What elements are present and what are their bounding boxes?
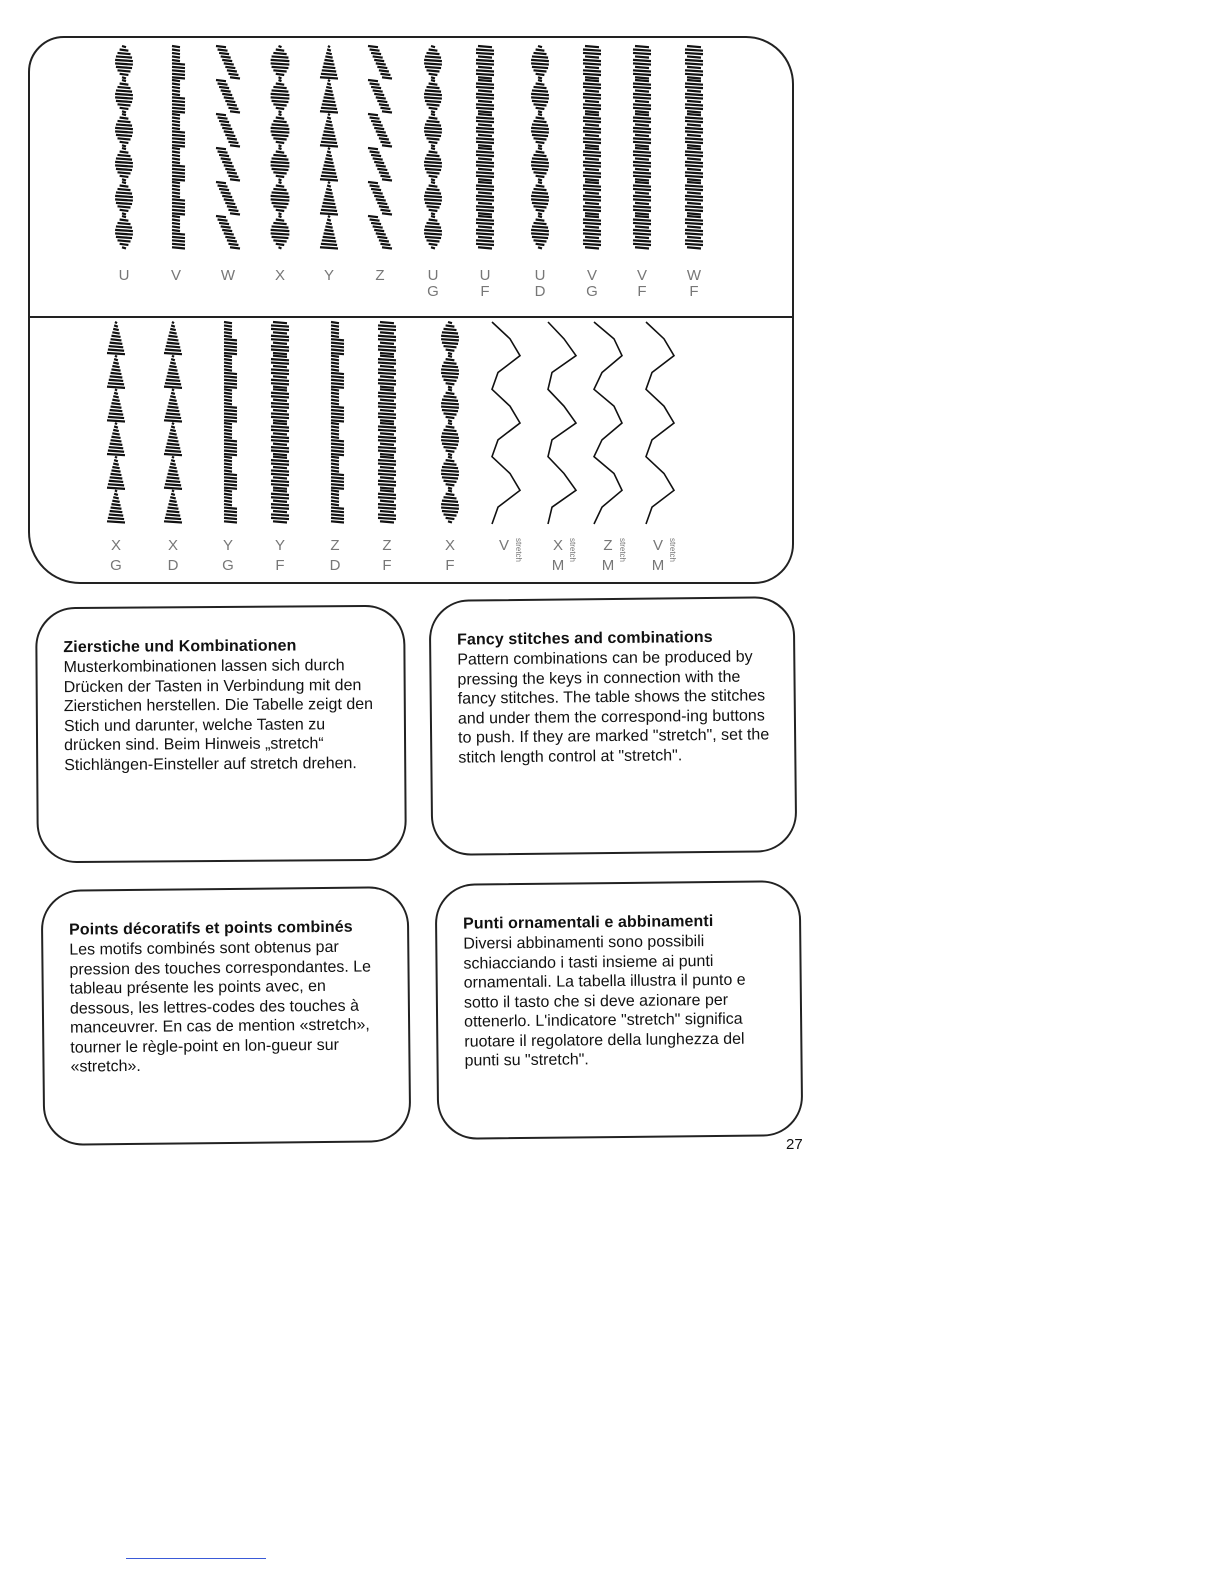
top-stitch-2 bbox=[172, 46, 185, 248]
section-french-body: Les motifs combinés sont obtenus par pression des touches correspondantes. Le tableau présente les points avec, en dessous, les lettres-codes des touches à manceuvrer. En cas de mention «stretch», tourner le règle-point en lon-gueur sur «stretch». bbox=[69, 938, 372, 1076]
bottom-key-code: F bbox=[275, 557, 285, 574]
bottom-key-code: X bbox=[167, 537, 179, 554]
top-key-code: U bbox=[534, 267, 546, 284]
top-stitch-9 bbox=[531, 46, 549, 248]
bottom-stitch-7 bbox=[441, 322, 459, 523]
top-stitch-1 bbox=[115, 46, 133, 248]
bottom-key-code: X bbox=[552, 537, 564, 554]
bottom-key-code: Y bbox=[222, 537, 234, 554]
stretch-label: stretch bbox=[514, 538, 523, 563]
bottom-key-code: M bbox=[601, 557, 615, 574]
section-german-title: Zierstiche und Kombinationen bbox=[63, 637, 297, 657]
bottom-key-code: Y bbox=[274, 537, 286, 554]
top-key-code: V bbox=[636, 267, 648, 284]
bottom-stitch-11 bbox=[646, 322, 674, 524]
bottom-stitch-5 bbox=[331, 322, 344, 523]
top-key-code: U bbox=[479, 267, 491, 284]
top-stitch-5 bbox=[320, 46, 338, 248]
top-key-code: G bbox=[427, 283, 439, 300]
top-key-code: F bbox=[689, 283, 699, 300]
stitch-chart bbox=[30, 38, 792, 582]
top-key-code: U bbox=[427, 267, 439, 284]
bottom-key-code: V bbox=[652, 537, 664, 554]
top-key-code: D bbox=[534, 283, 546, 300]
top-key-code: X bbox=[274, 267, 286, 284]
section-english-title: Fancy stitches and combinations bbox=[457, 628, 713, 649]
section-german-body: Musterkombinationen lassen sich durch Drücken der Tasten in Verbindung mit den Zierstichen herstellen. Die Tabelle zeigt den Stich und darunter, welche Tasten zu drücken sind. Beim Hinweis „stretch“ Stichlängen-Einsteller auf stretch drehen. bbox=[63, 657, 374, 774]
top-stitch-6 bbox=[368, 46, 392, 248]
top-key-code: G bbox=[586, 283, 598, 300]
bottom-key-code: M bbox=[551, 557, 565, 574]
page-number: 27 bbox=[786, 1136, 803, 1153]
top-key-code: V bbox=[170, 267, 182, 284]
bottom-key-code: F bbox=[382, 557, 392, 574]
top-key-code: U bbox=[118, 267, 130, 284]
bottom-stitch-4 bbox=[271, 322, 289, 523]
bottom-key-code: G bbox=[222, 557, 234, 574]
section-italian bbox=[435, 880, 804, 1140]
top-stitch-10 bbox=[583, 46, 601, 248]
top-key-code: Y bbox=[323, 267, 335, 284]
bottom-stitch-10 bbox=[594, 322, 622, 524]
bottom-key-code: M bbox=[651, 557, 665, 574]
top-key-code: F bbox=[480, 283, 490, 300]
section-italian-body: Diversi abbinamenti sono possibili schiacciando i tasti insieme ai punti ornamentali. La tabella illustra il punto e sotto il tasto che si deve azionare per ottenerlo. L'indicatore "stretch" significa ruotare il regolatore della lunghezza del punti su "stretch". bbox=[463, 933, 746, 1070]
stretch-label: stretch bbox=[568, 538, 577, 563]
top-stitch-3 bbox=[216, 46, 240, 248]
top-key-code: F bbox=[637, 283, 647, 300]
top-stitch-7 bbox=[424, 46, 442, 248]
section-french-title: Points décoratifs et points combinés bbox=[69, 918, 353, 939]
top-stitch-12 bbox=[685, 46, 703, 248]
bottom-key-code: V bbox=[498, 537, 510, 554]
bottom-key-code: Z bbox=[603, 537, 613, 554]
bottom-key-code: X bbox=[444, 537, 456, 554]
top-key-code: V bbox=[586, 267, 598, 284]
stretch-label: stretch bbox=[618, 538, 627, 563]
top-key-code: W bbox=[686, 267, 702, 284]
top-stitch-4 bbox=[271, 46, 290, 248]
top-stitch-8 bbox=[476, 46, 494, 248]
bottom-stitch-6 bbox=[378, 322, 396, 523]
section-italian-title: Punti ornamentali e abbinamenti bbox=[463, 913, 714, 933]
stitch-chart-panel bbox=[28, 36, 794, 584]
section-english bbox=[429, 596, 798, 856]
top-key-code: Z bbox=[375, 267, 385, 284]
bottom-key-code: Z bbox=[330, 537, 340, 554]
stretch-label: stretch bbox=[668, 538, 677, 563]
bottom-key-code: X bbox=[110, 537, 122, 554]
bottom-key-code: Z bbox=[382, 537, 392, 554]
bottom-key-code: F bbox=[445, 557, 455, 574]
bottom-stitch-2 bbox=[164, 322, 182, 523]
section-english-body: Pattern combinations can be produced by pressing the keys in connection with the fancy stitches. The table shows the stitches and under them the correspond-ing buttons to push. If they are marked "stretch", set the stitch length control at "stretch". bbox=[457, 648, 770, 767]
bottom-key-code: D bbox=[167, 557, 179, 574]
top-stitch-11 bbox=[633, 46, 651, 248]
footer-line bbox=[126, 1558, 266, 1559]
bottom-stitch-9 bbox=[548, 322, 576, 524]
bottom-stitch-3 bbox=[224, 322, 237, 523]
bottom-key-code: G bbox=[110, 557, 122, 574]
top-key-code: W bbox=[220, 267, 236, 284]
section-german bbox=[35, 605, 407, 864]
bottom-stitch-8 bbox=[492, 322, 520, 524]
bottom-stitch-1 bbox=[107, 322, 125, 523]
section-french bbox=[41, 886, 412, 1146]
bottom-key-code: D bbox=[329, 557, 341, 574]
